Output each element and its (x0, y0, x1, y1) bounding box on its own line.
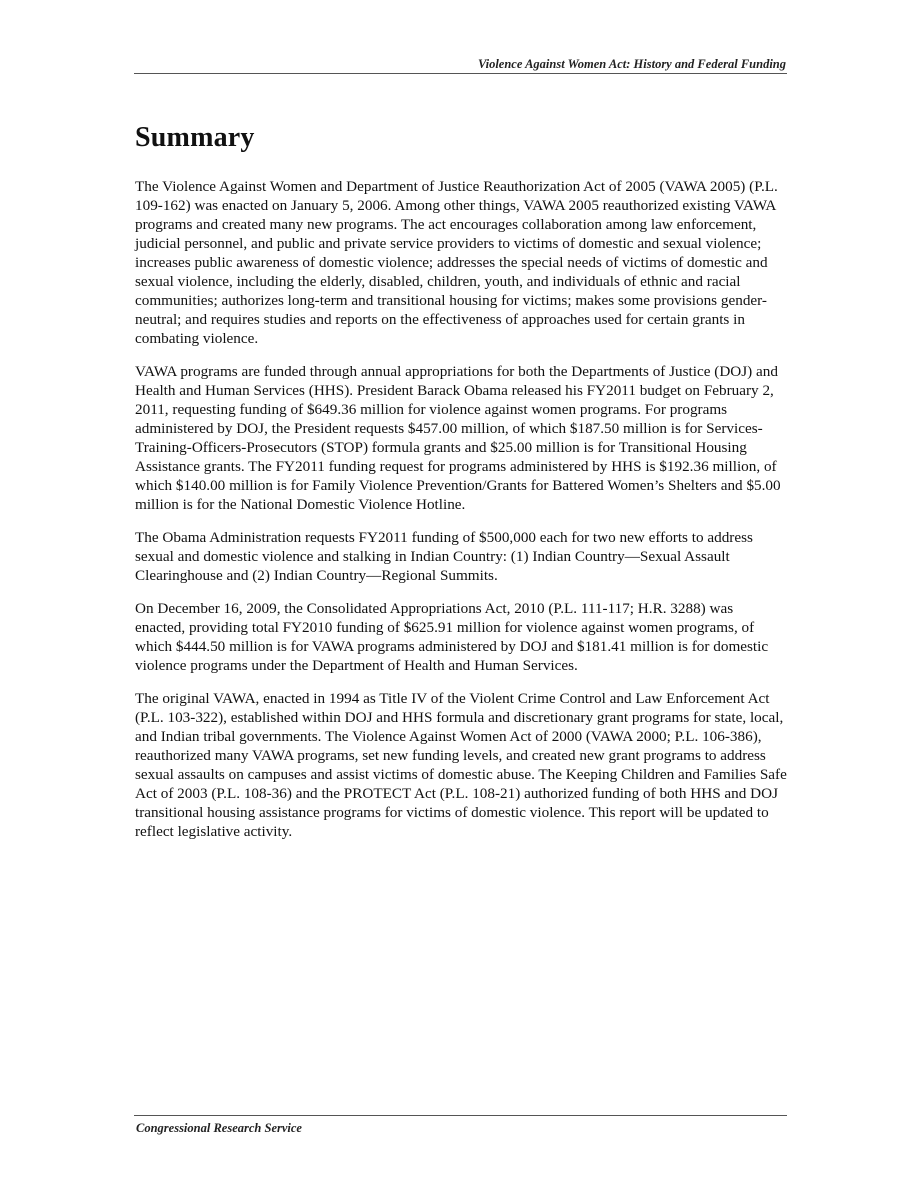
section-title: Summary (135, 122, 255, 153)
paragraph-2: VAWA programs are funded through annual appropriations for both the Departments of Justice (DOJ) and Health and Human Services (HHS). President Barack Obama released his FY2011 budget on February 2, 2011, requesting funding of $649.36 million for violence against women programs. For programs administered by DOJ, the President requests $457.00 million, of which $187.50 million is for Services-Training-Officers-Prosecutors (STOP) formula grants and $25.00 million is for Transitional Housing Assistance grants. The FY2011 funding request for programs administered by HHS is $192.36 million, of which $140.00 million is for Family Violence Prevention/Grants for Battered Women’s Shelters and $5.00 million is for the National Domestic Violence Hotline. (135, 363, 781, 513)
footer-publisher: Congressional Research Service (136, 1121, 302, 1135)
summary-body (135, 177, 787, 855)
header-divider (134, 73, 787, 74)
paragraph-3: The Obama Administration requests FY2011 funding of $500,000 each for two new efforts to address sexual and domestic violence and stalking in Indian Country: (1) Indian Country—Sexual Assault Clearinghouse and (2) Indian Country—Regional Summits. (135, 529, 753, 584)
paragraph-1: The Violence Against Women and Department of Justice Reauthorization Act of 2005 (VAWA 2005) (P.L. 109-162) was enacted on January 5, 2006. Among other things, VAWA 2005 reauthorized existing VAWA programs and created many new programs. The act encourages collaboration among law enforcement, judicial personnel, and public and private service providers to victims of domestic and sexual violence; increases public awareness of domestic violence; addresses the special needs of victims of domestic and sexual violence, including the elderly, disabled, children, youth, and individuals of ethnic and racial communities; authorizes long-term and transitional housing for victims; makes some provisions gender-neutral; and requires studies and reports on the effectiveness of approaches used for certain grants in combating violence. (135, 178, 778, 347)
running-header: Violence Against Women Act: History and Federal Funding (477, 57, 786, 71)
paragraph-5: The original VAWA, enacted in 1994 as Title IV of the Violent Crime Control and Law Enforcement Act (P.L. 103-322), established within DOJ and HHS formula and discretionary grant programs for state, local, and Indian tribal governments. The Violence Against Women Act of 2000 (VAWA 2000; P.L. 106-386), reauthorized many VAWA programs, set new funding levels, and created new grant programs to address sexual assaults on campuses and assist victims of domestic abuse. The Keeping Children and Families Safe Act of 2003 (P.L. 108-36) and the PROTECT Act (P.L. 108-21) authorized funding of both HHS and DOJ transitional housing assistance programs for victims of domestic violence. This report will be updated to reflect legislative activity. (135, 690, 787, 840)
footer-divider (134, 1115, 787, 1116)
paragraph-4: On December 16, 2009, the Consolidated Appropriations Act, 2010 (P.L. 111-117; H.R. 3288) was enacted, providing total FY2010 funding of $625.91 million for violence against women programs, of which $444.50 million is for VAWA programs administered by DOJ and $181.41 million is for domestic violence programs under the Department of Health and Human Services. (135, 600, 769, 674)
